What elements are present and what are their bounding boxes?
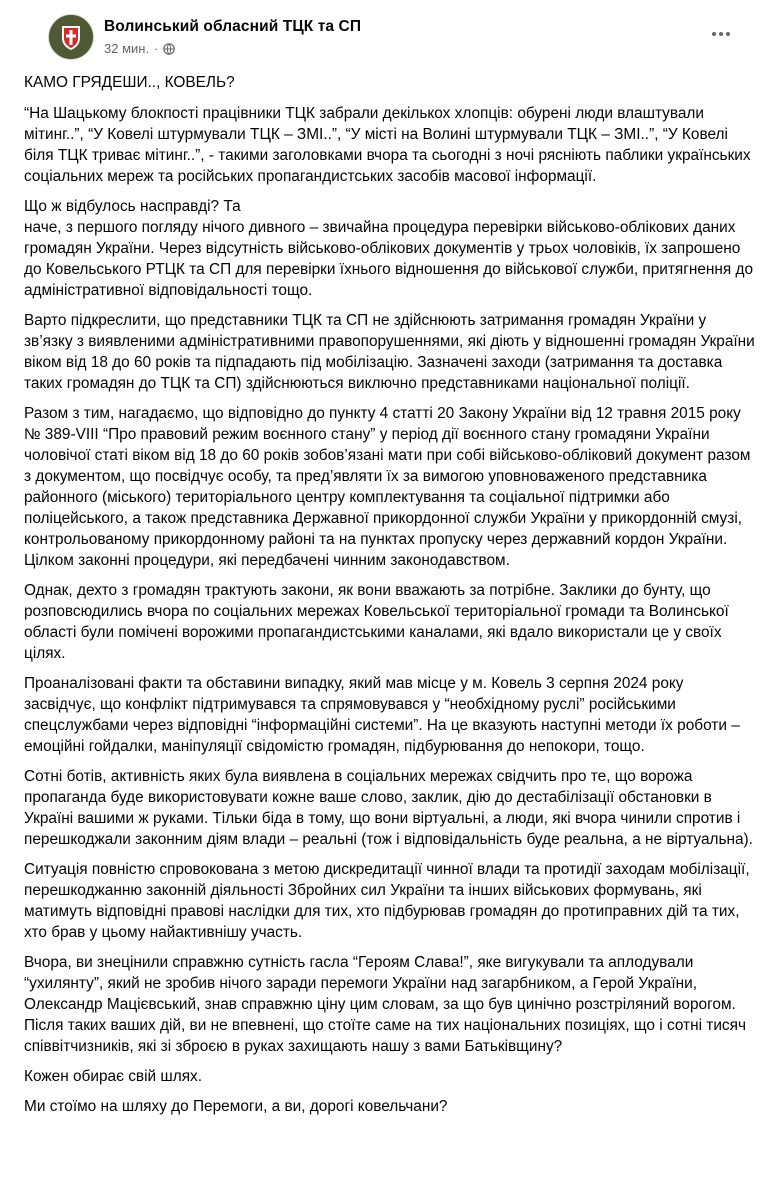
more-dot bbox=[719, 32, 723, 36]
shield-cross-emblem-icon bbox=[49, 15, 93, 59]
globe-icon bbox=[163, 43, 175, 55]
post-paragraph: Разом з тим, нагадаємо, що відповідно до пункту 4 статті 20 Закону України від 12 травня 2015 року № 389-VIII “Про правовий режим воєнного стану” у період дії воєнного стану громадяни України чоловічої статі віком від 18 до 60 років зобов’язані мати при собі військово-обліковий документ разом з документом, що посвідчує особу, та пред’являти їх за вимогою уповноваженого представника районного (міського) територіального центру комплектування та соціальної підтримки або поліцейського, а також представника Державної прикордонної служби України у прикордонній смузі, контрольованому прикордонному районі та на пунктах пропуску через державний кордон України. Цілком законні процедури, які передбачені чинним законодавством. bbox=[24, 405, 751, 569]
post-paragraph: Сотні ботів, активність яких була виявлена в соціальних мережах свідчить про те, що ворожа пропаганда буде використовувати кожне ваше слово, заклик, дію до дестабілізації обстановки в Україні вашими ж руками. Тільки біда в тому, що вони віртуальні, а люди, які вчора чинили спротив і перешкоджали законним діям влади – реальні (тож і відповідальність буде реальна, а не віртуальна). bbox=[24, 768, 753, 848]
post-meta bbox=[104, 18, 361, 56]
post-paragraph: Ми стоїмо на шляху до Перемоги, а ви, дорогі ковельчани? bbox=[24, 1098, 448, 1115]
post-paragraph: Однак, дехто з громадян трактують закони, як вони вважають за потрібне. Заклики до бунту, що розповсюдились вчора по соціальних мережах Ковельської територіальної громади та Волинської області були помічені ворожими пропагандистськими каналами, які вдало використали це у своїх цілях. bbox=[24, 582, 729, 662]
post-paragraph: Ситуація повністю спровокована з метою дискредитації чинної влади та протидії заходам мобілізації, перешкоджанню законній діяльності Збройних сил України та інших військових формувань, які матимуть відповідні правові наслідки для тих, хто підбурював громадян до протиправних дій та тих, хто брав у цьому найактивнішу участь. bbox=[24, 861, 750, 941]
post-paragraph: КАМО ГРЯДЕШИ.., КОВЕЛЬ? bbox=[24, 74, 235, 91]
more-options-icon[interactable] bbox=[706, 24, 736, 44]
post-paragraph: Проаналізовані факти та обставини випадку, який мав місце у м. Ковель 3 серпня 2024 року засвідчує, що конфлікт підтримувався та спрямовувався у “необхідному руслі” російськими спецслужбами через відповідні “інформаційні системи”. На це вказують наступні методи їх роботи – емоційні гойдалки, маніпуляції свідомістю громадян, підбурювання до непокори, тощо. bbox=[24, 675, 740, 755]
post-time-row bbox=[104, 41, 361, 56]
post-paragraph: Вчора, ви знецінили справжню сутність гасла “Героям Слава!”, яке вигукували та аплодували “ухилянту”, який не зробив нічого заради перемоги України над загарбником, а Герой України, Олександр Мацієвський, знав справжню ціну цим словам, за що був цинічно розстріляний ворогом. Після таких ваших дій, ви не впевнені, що стоїте саме на тих національних позиціях, що і сотні тисяч співвітчизників, які зі зброєю в руках захищають нашу з вами Батьківщину? bbox=[24, 954, 746, 1055]
post-paragraph: Варто підкреслити, що представники ТЦК та СП не здійснюють затримання громадян України у зв’язку з виявленими адміністративними правопорушеннями, які діють у відношенні громадян України віком від 18 до 60 років та підпадають під мобілізацію. Зазначені заходи (затримання та доставка таких громадян до ТЦК та СП) здійснюються виключно представниками національної поліції. bbox=[24, 312, 755, 392]
post-paragraph: Що ж відбулось насправді? Та наче, з першого погляду нічого дивного – звичайна процедура перевірки військово-облікових даних громадян України. Через відсутність військово-облікових документів у трьох чоловіків, їх запрошено до Ковельського РТЦК та СП для перевірки їхнього відношення до військової служби, притягнення до адміністративної відповідальності тощо. bbox=[24, 198, 754, 299]
meta-separator: · bbox=[154, 41, 159, 56]
page-name-link[interactable]: Волинський обласний ТЦК та СП bbox=[104, 18, 362, 35]
post-paragraph: Кожен обирає свій шлях. bbox=[24, 1068, 202, 1085]
post-text bbox=[24, 72, 758, 1117]
post-timestamp[interactable]: 32 мин. bbox=[104, 41, 150, 56]
post-header bbox=[24, 0, 758, 64]
page-avatar[interactable] bbox=[48, 14, 94, 60]
more-dot bbox=[712, 32, 716, 36]
more-dot bbox=[726, 32, 730, 36]
post-paragraph: “На Шацькому блокпості працівники ТЦК забрали декількох хлопців: обурені люди влаштували мітинг..”, “У Ковелі штурмували ТЦК – ЗМІ..”, “У місті на Волині штурмували ТЦК – ЗМІ..”, “У Ковелі біля ТЦК триває мітинг..”, - такими заголовками вчора та сьогодні з ночі рясніють паблики українських соціальних мереж та російських пропагандистських засобів масової інформації. bbox=[24, 105, 751, 185]
